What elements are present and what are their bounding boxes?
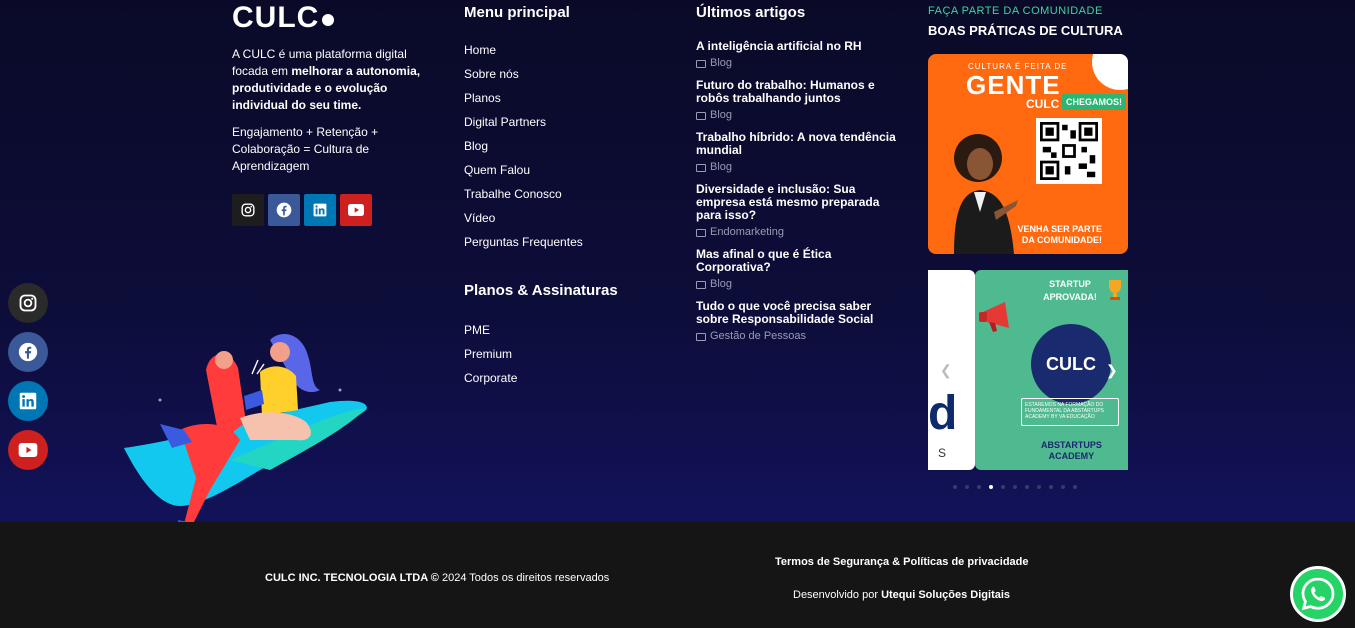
banner-cta-line1: VENHA SER PARTE xyxy=(1017,224,1102,234)
article-category-label: Blog xyxy=(710,57,733,69)
whatsapp-icon xyxy=(1298,574,1338,614)
abs-line2: ACADEMY xyxy=(1048,451,1095,461)
carousel-dot[interactable] xyxy=(1073,485,1077,489)
carousel-dot[interactable] xyxy=(977,485,981,489)
about-bold: melhorar a autonomia, produtividade e o evolução individual do seu time. xyxy=(232,64,421,112)
menu-item-planos[interactable]: Planos xyxy=(464,91,501,105)
community-banner[interactable] xyxy=(928,54,1128,254)
article-category-label: Gestão de Pessoas xyxy=(710,330,807,342)
article-category[interactable] xyxy=(696,278,906,291)
carousel-dots xyxy=(953,485,1077,489)
carousel-dot[interactable] xyxy=(1013,485,1017,489)
banner-big-text: GENTE xyxy=(966,70,1061,100)
carousel-slide[interactable] xyxy=(928,270,1128,470)
article-category[interactable] xyxy=(696,161,906,174)
menu-item-digital-partners[interactable]: Digital Partners xyxy=(464,115,547,129)
formula-text: Engajamento + Retenção + Colaboração = Cultura de Aprendizagem xyxy=(232,125,379,173)
menu-column xyxy=(464,0,664,390)
logo-text: CULC xyxy=(232,1,320,34)
floating-instagram-button[interactable] xyxy=(8,283,48,323)
about-column xyxy=(232,0,442,226)
abstartups-logo xyxy=(1041,440,1102,462)
terms-link[interactable]: Termos de Segurança & Políticas de privacidade xyxy=(775,556,1029,568)
floating-social-bar xyxy=(8,283,48,470)
article-item xyxy=(696,131,906,174)
youtube-icon xyxy=(348,204,364,216)
slide-letter: d xyxy=(928,387,958,440)
floating-facebook-button[interactable] xyxy=(8,332,48,372)
banner-small-text: CULTURA É FEITA DE xyxy=(968,62,1068,71)
article-item xyxy=(696,248,906,291)
article-title[interactable]: A inteligência artificial no RH xyxy=(696,39,862,53)
article-category-label: Blog xyxy=(710,278,733,290)
instagram-button[interactable] xyxy=(232,194,264,226)
linkedin-button[interactable] xyxy=(304,194,336,226)
menu-title: Menu principal xyxy=(464,4,570,21)
article-category[interactable] xyxy=(696,57,906,70)
article-item xyxy=(696,300,906,343)
article-category[interactable] xyxy=(696,226,906,239)
article-title[interactable]: Futuro do trabalho: Humanos e robôs trabalhando juntos xyxy=(696,78,875,105)
linkedin-icon xyxy=(19,392,37,410)
menu-item-faq[interactable]: Perguntas Frequentes xyxy=(464,235,583,249)
instagram-icon xyxy=(19,294,37,312)
article-category[interactable] xyxy=(696,330,906,343)
community-title: BOAS PRÁTICAS DE CULTURA xyxy=(928,23,1123,38)
article-item xyxy=(696,183,906,239)
banner-cta-line2: DA COMUNIDADE! xyxy=(1021,235,1102,245)
community-tag: FAÇA PARTE DA COMUNIDADE xyxy=(928,5,1103,17)
carousel-dot[interactable] xyxy=(1049,485,1053,489)
plan-item-pme[interactable]: PME xyxy=(464,323,491,337)
folder-icon xyxy=(696,333,706,341)
megaphone-icon xyxy=(979,300,1023,334)
logo-dot xyxy=(322,14,334,26)
slide-info-box: ESTAREMOS NA FORMAÇÃO DO FUNDAMENTAL DA ABSTARTUPS ACADEMY BY VA EDUCAÇÃO xyxy=(1021,398,1119,426)
developer-link[interactable]: Utequi Soluções Digitais xyxy=(881,589,1011,601)
carousel-dot[interactable] xyxy=(1061,485,1065,489)
menu-item-home[interactable]: Home xyxy=(464,43,497,57)
folder-icon xyxy=(696,60,706,68)
article-category-label: Endomarketing xyxy=(710,226,784,238)
facebook-icon xyxy=(276,202,292,218)
facebook-button[interactable] xyxy=(268,194,300,226)
article-category[interactable] xyxy=(696,109,906,122)
reading-couple-illustration xyxy=(120,330,380,522)
folder-icon xyxy=(696,112,706,120)
menu-item-trabalhe-conosco[interactable]: Trabalhe Conosco xyxy=(464,187,562,201)
articles-list xyxy=(696,40,906,343)
woman-photo xyxy=(948,132,1018,254)
startup-line1: STARTUP xyxy=(1049,279,1091,289)
carousel-dot[interactable] xyxy=(1025,485,1029,489)
about-text xyxy=(232,46,442,114)
dev-prefix: Desenvolvido por xyxy=(793,589,882,601)
folder-icon xyxy=(696,281,706,289)
articles-title: Últimos artigos xyxy=(696,4,806,21)
circle-text: CULC xyxy=(1046,353,1096,374)
menu-list xyxy=(464,38,664,254)
banner-badge: CHEGAMOS! xyxy=(1062,94,1126,110)
facebook-icon xyxy=(18,342,38,362)
whatsapp-button[interactable] xyxy=(1290,566,1346,622)
article-item xyxy=(696,79,906,122)
menu-item-video[interactable]: Vídeo xyxy=(464,211,496,225)
carousel-dot-active[interactable] xyxy=(989,485,993,489)
startup-line2: APROVADA! xyxy=(1043,292,1097,302)
article-category-label: Blog xyxy=(710,161,733,173)
article-title[interactable]: Mas afinal o que é Ética Corporativa? xyxy=(696,247,832,274)
articles-column xyxy=(696,0,906,352)
youtube-icon xyxy=(18,443,38,457)
social-row xyxy=(232,194,442,226)
menu-item-sobre[interactable]: Sobre nós xyxy=(464,67,519,81)
plan-item-premium[interactable]: Premium xyxy=(464,347,513,361)
carousel-dot[interactable] xyxy=(1037,485,1041,489)
article-title[interactable]: Tudo o que você precisa saber sobre Responsabilidade Social xyxy=(696,299,874,326)
article-title[interactable]: Trabalho híbrido: A nova tendência mundial xyxy=(696,130,896,157)
floating-youtube-button[interactable] xyxy=(8,430,48,470)
article-category-label: Blog xyxy=(710,109,733,121)
folder-icon xyxy=(696,164,706,172)
banner-brand: CULC xyxy=(1026,97,1060,111)
bottom-bar xyxy=(0,522,1355,628)
banner-corner-shape xyxy=(1092,54,1128,90)
carousel-next-icon[interactable]: ❯ xyxy=(1106,362,1118,378)
copyright-text xyxy=(265,571,609,585)
qr-code-icon xyxy=(1036,118,1102,184)
startup-text xyxy=(1035,278,1105,304)
developer-credit xyxy=(793,588,1010,602)
floating-linkedin-button[interactable] xyxy=(8,381,48,421)
carousel-dot[interactable] xyxy=(1001,485,1005,489)
culc-circle-logo xyxy=(1031,324,1111,404)
culc-logo[interactable] xyxy=(232,0,442,36)
slide-letter-small: S xyxy=(938,446,947,460)
community-column xyxy=(928,0,1128,461)
article-title[interactable]: Diversidade e inclusão: Sua empresa está mesmo preparada para isso? xyxy=(696,182,880,222)
folder-icon xyxy=(696,229,706,237)
carousel-prev-icon[interactable]: ❮ xyxy=(940,362,952,378)
plan-item-corporate[interactable]: Corporate xyxy=(464,371,518,385)
abs-line1: ABSTARTUPS xyxy=(1041,440,1102,450)
plans-title: Planos & Assinaturas xyxy=(464,282,618,299)
plans-list xyxy=(464,318,664,390)
menu-item-quem-falou[interactable]: Quem Falou xyxy=(464,163,531,177)
instagram-icon xyxy=(241,203,255,217)
article-item xyxy=(696,40,906,70)
about-prefix: A CULC é uma plataforma digital focada em xyxy=(232,47,407,78)
menu-item-blog[interactable]: Blog xyxy=(464,139,489,153)
youtube-button[interactable] xyxy=(340,194,372,226)
rights-text: 2024 Todos os direitos reservados xyxy=(438,572,610,584)
linkedin-icon xyxy=(313,203,327,217)
company-name: CULC INC. TECNOLOGIA LTDA © xyxy=(265,572,439,584)
trophy-icon xyxy=(1105,278,1125,302)
carousel-dot[interactable] xyxy=(965,485,969,489)
banner-cta xyxy=(1017,224,1102,246)
carousel-dot[interactable] xyxy=(953,485,957,489)
